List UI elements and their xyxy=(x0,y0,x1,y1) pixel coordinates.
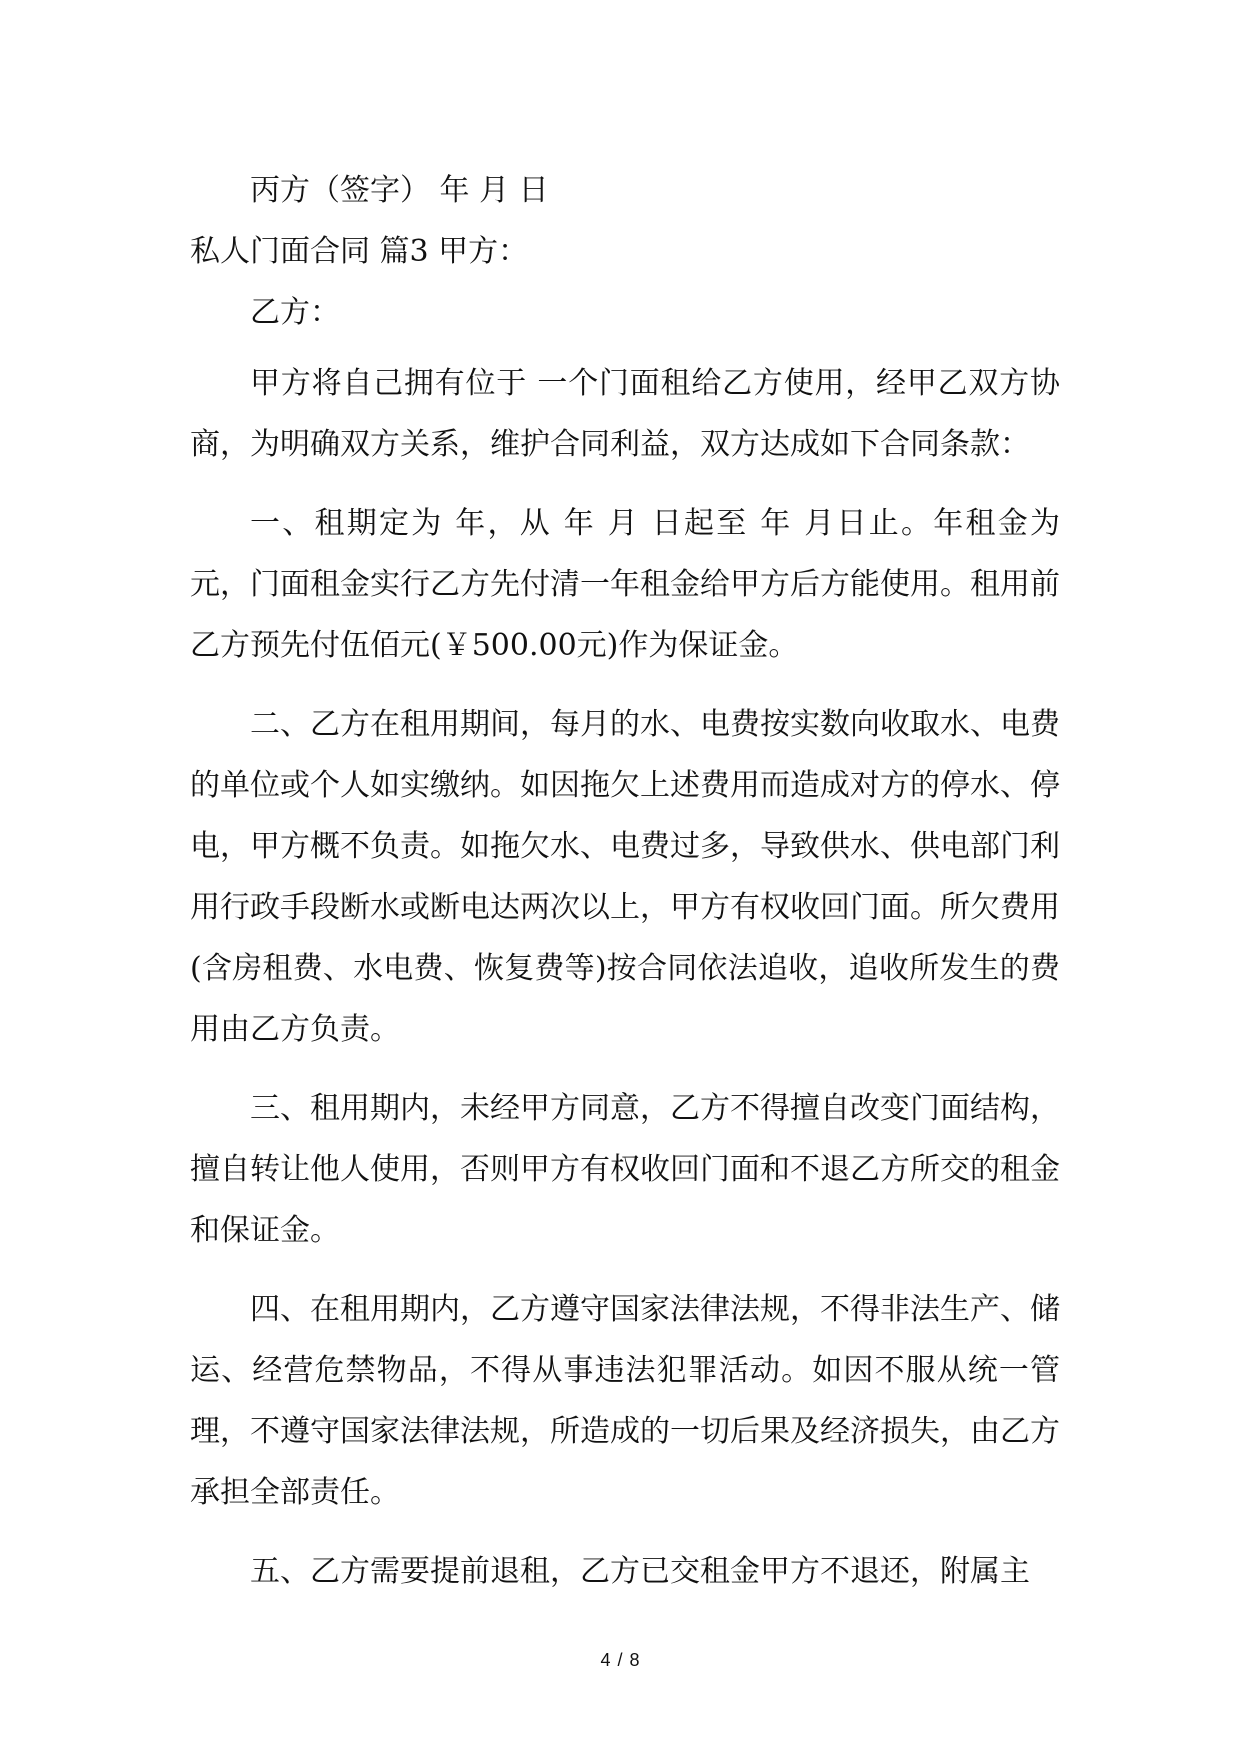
clause-4: 四、在租用期内，乙方遵守国家法律法规，不得非法生产、储运、经营危禁物品，不得从事违法犯罪活动。如因不服从统一管理，不遵守国家法律法规，所造成的一切后果及经济损失，由乙方承担全部责任。 xyxy=(190,1292,1060,1510)
clause-3: 三、租用期内，未经甲方同意，乙方不得擅自改变门面结构，擅自转让他人使用，否则甲方有权收回门面和不退乙方所交的租金和保证金。 xyxy=(190,1091,1060,1248)
clause-2: 二、乙方在租用期间，每月的水、电费按实数向收取水、电费的单位或个人如实缴纳。如因拖欠上述费用而造成对方的停水、停电，甲方概不负责。如拖欠水、电费过多，导致供水、供电部门利用行政手段断水或断电达两次以上，甲方有权收回门面。所欠费用(含房租费、水电费、恢复费等)按合同依法追收，追收所发生的费用由乙方负责。 xyxy=(190,707,1060,1047)
clause-1: 一、租期定为 年，从 年 月 日起至 年 月日止。年租金为 元，门面租金实行乙方先付清一年租金给甲方后方能使用。租用前乙方预先付伍佰元(￥500.00元)作为保证金。 xyxy=(190,506,1060,663)
page-number: 4 / 8 xyxy=(600,1650,641,1670)
party-b-label: 乙方： xyxy=(250,295,340,330)
signature-line: 丙方（签字） 年 月 日 xyxy=(250,173,549,208)
clause-5: 五、乙方需要提前退租，乙方已交租金甲方不退还，附属主 xyxy=(250,1554,1030,1589)
document-body xyxy=(190,160,1060,1620)
contract-heading: 私人门面合同 篇3 甲方： xyxy=(190,234,529,269)
intro-paragraph: 甲方将自己拥有位于 一个门面租给乙方使用，经甲乙双方协商，为明确双方关系，维护合同利益，双方达成如下合同条款： xyxy=(190,366,1060,462)
